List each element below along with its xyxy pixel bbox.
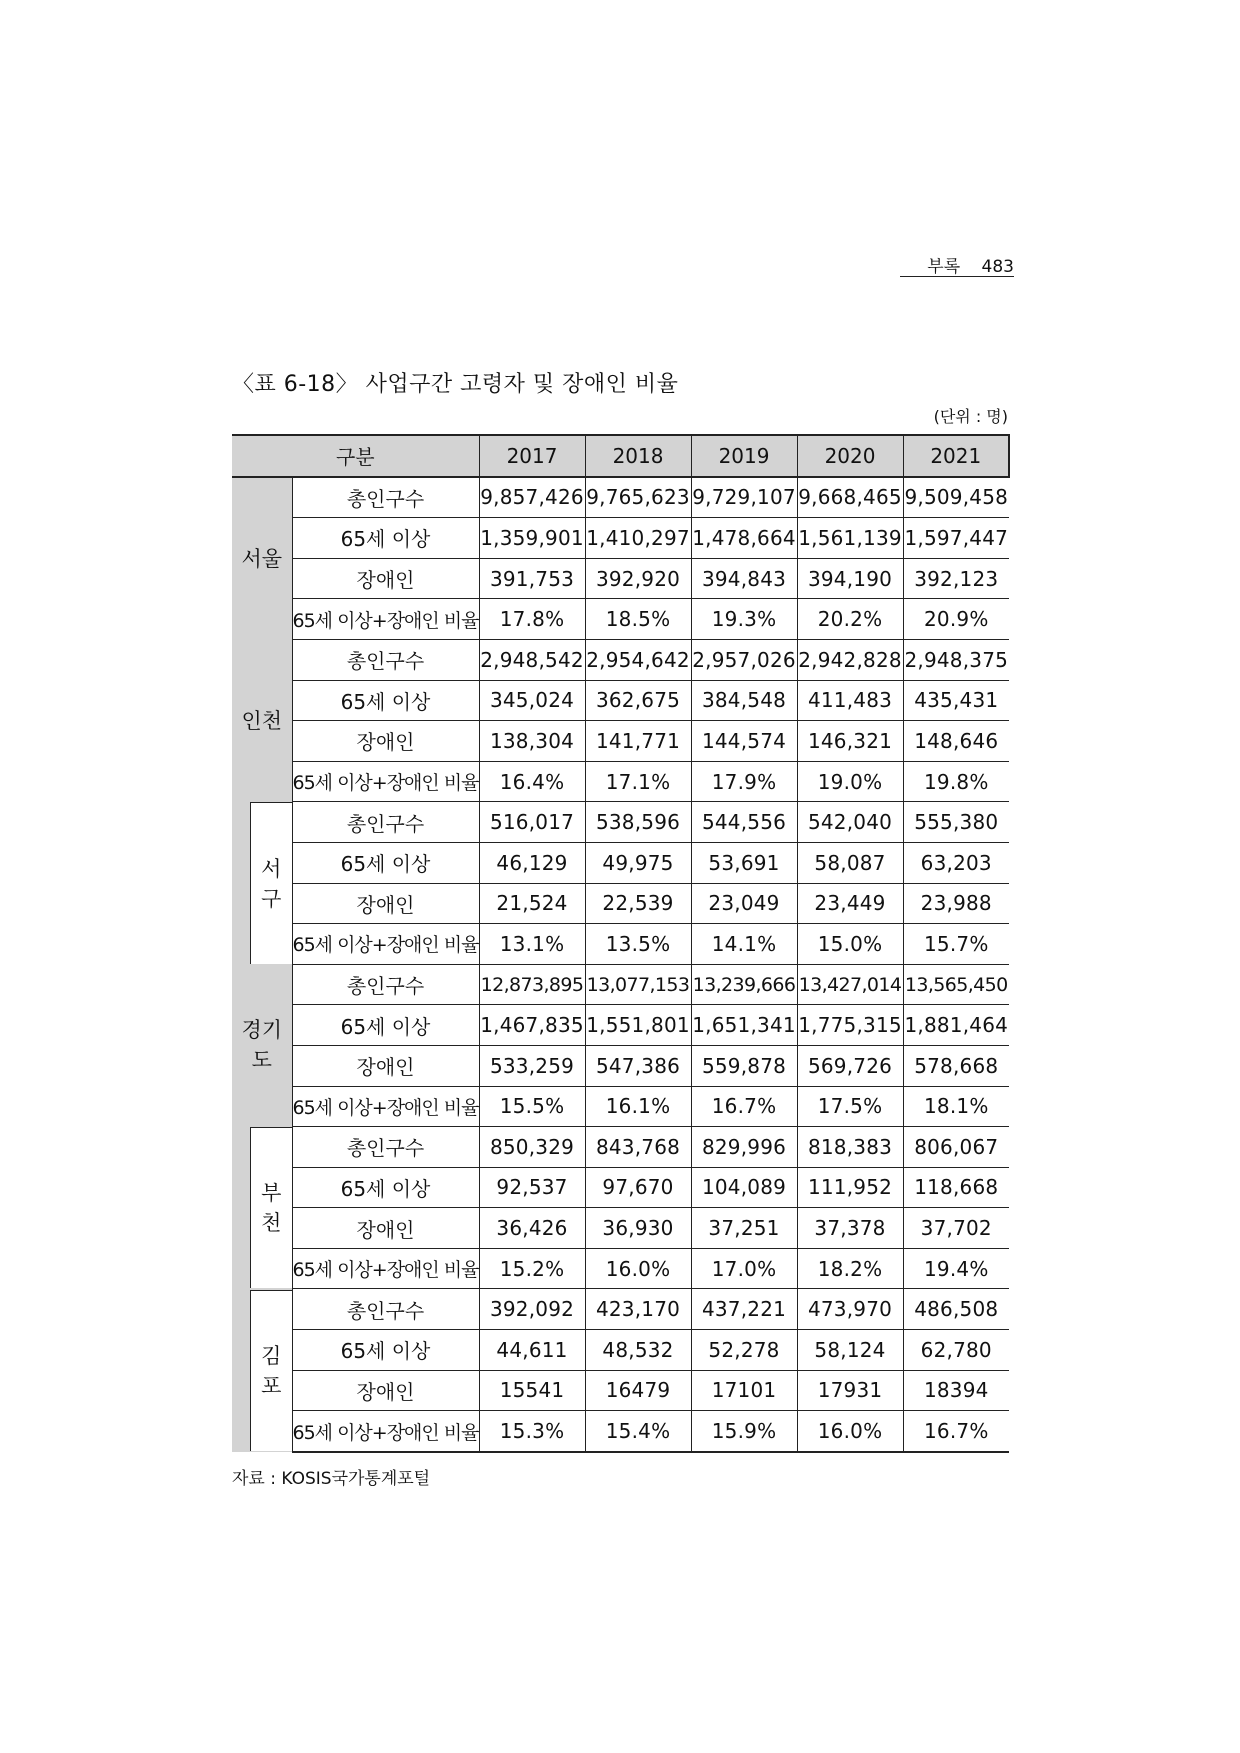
data-cell: 578,668 [903, 1045, 1009, 1086]
data-cell: 437,221 [691, 1289, 797, 1330]
data-cell: 818,383 [797, 1127, 903, 1168]
table-body [232, 477, 1009, 1452]
data-cell: 1,561,139 [797, 518, 903, 559]
data-cell: 49,975 [585, 842, 691, 883]
row-label-over65: 65세 이상 [292, 1167, 479, 1208]
data-cell: 16.1% [585, 1086, 691, 1127]
row-label-disabled: 장애인 [292, 558, 479, 599]
data-cell: 829,996 [691, 1127, 797, 1168]
table-row [232, 1330, 1009, 1371]
data-cell: 15.3% [479, 1411, 585, 1452]
data-cell: 384,548 [691, 680, 797, 721]
data-cell: 146,321 [797, 721, 903, 762]
data-cell: 14.1% [691, 924, 797, 965]
header-year: 2017 [479, 435, 585, 477]
table-row [232, 599, 1009, 640]
data-cell: 37,251 [691, 1208, 797, 1249]
table-row [232, 518, 1009, 559]
data-cell: 559,878 [691, 1045, 797, 1086]
table-row [232, 1167, 1009, 1208]
data-cell: 1,551,801 [585, 1005, 691, 1046]
row-label-disabled: 장애인 [292, 1045, 479, 1086]
data-cell: 17931 [797, 1370, 903, 1411]
row-label-disabled: 장애인 [292, 721, 479, 762]
sub-region-box [250, 1127, 292, 1288]
data-cell: 52,278 [691, 1330, 797, 1371]
data-cell: 13,565,450 [903, 964, 1009, 1005]
table-row [232, 924, 1009, 965]
page-number: 483 [981, 257, 1014, 277]
data-cell: 1,410,297 [585, 518, 691, 559]
data-cell: 9,729,107 [691, 477, 797, 518]
table-row [232, 680, 1009, 721]
data-cell: 18394 [903, 1370, 1009, 1411]
row-label-total: 총인구수 [292, 1289, 479, 1330]
data-cell: 533,259 [479, 1045, 585, 1086]
row-label-total: 총인구수 [292, 964, 479, 1005]
region-name-line: 인천 [241, 708, 283, 733]
data-cell: 19.3% [691, 599, 797, 640]
region-label [232, 964, 292, 1126]
data-cell: 394,843 [691, 558, 797, 599]
data-cell: 16.4% [479, 761, 585, 802]
data-cell: 118,668 [903, 1167, 1009, 1208]
row-label-total: 총인구수 [292, 477, 479, 518]
data-cell: 394,190 [797, 558, 903, 599]
data-cell: 411,483 [797, 680, 903, 721]
data-cell: 423,170 [585, 1289, 691, 1330]
data-cell: 21,524 [479, 883, 585, 924]
data-cell: 15.4% [585, 1411, 691, 1452]
data-cell: 15.0% [797, 924, 903, 965]
table-row [232, 1289, 1009, 1330]
data-cell: 2,954,642 [585, 639, 691, 680]
data-cell: 18.1% [903, 1086, 1009, 1127]
data-cell: 17101 [691, 1370, 797, 1411]
table-row [232, 721, 1009, 762]
data-cell: 111,952 [797, 1167, 903, 1208]
unit-label: (단위 : 명) [933, 407, 1008, 426]
data-cell: 9,857,426 [479, 477, 585, 518]
data-cell: 19.8% [903, 761, 1009, 802]
data-cell: 46,129 [479, 842, 585, 883]
data-cell: 141,771 [585, 721, 691, 762]
region-name-line: 서울 [241, 546, 283, 571]
row-label-ratio: 65세 이상+장애인 비율 [292, 1411, 479, 1452]
row-label-total: 총인구수 [292, 639, 479, 680]
sub-region-box [250, 1290, 292, 1451]
data-cell: 92,537 [479, 1167, 585, 1208]
data-cell: 20.9% [903, 599, 1009, 640]
data-cell: 17.9% [691, 761, 797, 802]
data-cell: 392,123 [903, 558, 1009, 599]
data-cell: 362,675 [585, 680, 691, 721]
table-row [232, 1005, 1009, 1046]
header-row [232, 435, 1009, 477]
region-name-line: 구 [261, 886, 282, 911]
data-cell: 9,765,623 [585, 477, 691, 518]
table-row [232, 477, 1009, 518]
data-cell: 148,646 [903, 721, 1009, 762]
data-cell: 144,574 [691, 721, 797, 762]
header-year: 2020 [797, 435, 903, 477]
table-row [232, 842, 1009, 883]
data-cell: 16.0% [797, 1411, 903, 1452]
data-cell: 19.0% [797, 761, 903, 802]
data-cell: 53,691 [691, 842, 797, 883]
data-cell: 17.5% [797, 1086, 903, 1127]
header-year: 2018 [585, 435, 691, 477]
row-label-disabled: 장애인 [292, 1370, 479, 1411]
data-cell: 544,556 [691, 802, 797, 843]
region-name-line: 포 [261, 1373, 282, 1398]
data-cell: 97,670 [585, 1167, 691, 1208]
table-title: 〈표 6-18〉 사업구간 고령자 및 장애인 비율 [232, 372, 679, 397]
row-label-ratio: 65세 이상+장애인 비율 [292, 1086, 479, 1127]
data-cell: 12,873,895 [479, 964, 585, 1005]
data-cell: 843,768 [585, 1127, 691, 1168]
table-row [232, 1411, 1009, 1452]
data-cell: 19.4% [903, 1248, 1009, 1289]
data-cell: 1,881,464 [903, 1005, 1009, 1046]
row-label-total: 총인구수 [292, 802, 479, 843]
table-row [232, 639, 1009, 680]
table-row [232, 1127, 1009, 1168]
region-label [232, 639, 292, 801]
table-row [232, 761, 1009, 802]
data-cell: 16479 [585, 1370, 691, 1411]
data-cell: 16.0% [585, 1248, 691, 1289]
data-cell: 17.1% [585, 761, 691, 802]
data-cell: 17.8% [479, 599, 585, 640]
data-cell: 18.2% [797, 1248, 903, 1289]
data-cell: 36,426 [479, 1208, 585, 1249]
row-label-over65: 65세 이상 [292, 1005, 479, 1046]
data-cell: 1,597,447 [903, 518, 1009, 559]
data-cell: 1,478,664 [691, 518, 797, 559]
data-cell: 538,596 [585, 802, 691, 843]
region-label [232, 477, 292, 640]
data-cell: 138,304 [479, 721, 585, 762]
table-row [232, 1086, 1009, 1127]
data-cell: 18.5% [585, 599, 691, 640]
data-cell: 15541 [479, 1370, 585, 1411]
data-cell: 486,508 [903, 1289, 1009, 1330]
row-label-over65: 65세 이상 [292, 1330, 479, 1371]
data-cell: 48,532 [585, 1330, 691, 1371]
data-cell: 547,386 [585, 1045, 691, 1086]
data-cell: 62,780 [903, 1330, 1009, 1371]
data-cell: 58,124 [797, 1330, 903, 1371]
data-cell: 1,775,315 [797, 1005, 903, 1046]
header-category: 구분 [232, 435, 479, 477]
data-cell: 15.9% [691, 1411, 797, 1452]
data-cell: 20.2% [797, 599, 903, 640]
data-cell: 392,920 [585, 558, 691, 599]
row-label-over65: 65세 이상 [292, 842, 479, 883]
data-cell: 23,049 [691, 883, 797, 924]
data-cell: 17.0% [691, 1248, 797, 1289]
row-label-ratio: 65세 이상+장애인 비율 [292, 924, 479, 965]
data-cell: 13,427,014 [797, 964, 903, 1005]
data-cell: 1,651,341 [691, 1005, 797, 1046]
sub-region-box [250, 802, 292, 963]
data-cell: 9,509,458 [903, 477, 1009, 518]
page-header [900, 252, 1014, 277]
data-cell: 104,089 [691, 1167, 797, 1208]
data-cell: 16.7% [691, 1086, 797, 1127]
row-label-ratio: 65세 이상+장애인 비율 [292, 599, 479, 640]
data-cell: 36,930 [585, 1208, 691, 1249]
row-label-over65: 65세 이상 [292, 518, 479, 559]
region-label [232, 1289, 292, 1452]
table-row [232, 802, 1009, 843]
region-label [232, 1127, 292, 1289]
data-cell: 569,726 [797, 1045, 903, 1086]
region-name-line: 김 [261, 1343, 282, 1368]
data-cell: 2,948,375 [903, 639, 1009, 680]
data-cell: 58,087 [797, 842, 903, 883]
data-cell: 806,067 [903, 1127, 1009, 1168]
region-name-line: 부 [261, 1181, 282, 1206]
data-cell: 2,957,026 [691, 639, 797, 680]
region-label [232, 802, 292, 964]
data-cell: 37,702 [903, 1208, 1009, 1249]
data-cell: 13.1% [479, 924, 585, 965]
data-cell: 1,359,901 [479, 518, 585, 559]
data-cell: 345,024 [479, 680, 585, 721]
data-cell: 555,380 [903, 802, 1009, 843]
data-cell: 15.5% [479, 1086, 585, 1127]
data-cell: 15.7% [903, 924, 1009, 965]
table-row [232, 1248, 1009, 1289]
header-year: 2021 [903, 435, 1009, 477]
data-cell: 516,017 [479, 802, 585, 843]
data-cell: 473,970 [797, 1289, 903, 1330]
source-note: 자료 : KOSIS국가통계포털 [232, 1469, 431, 1489]
data-cell: 22,539 [585, 883, 691, 924]
data-cell: 16.7% [903, 1411, 1009, 1452]
data-cell: 2,948,542 [479, 639, 585, 680]
data-cell: 9,668,465 [797, 477, 903, 518]
data-cell: 13,239,666 [691, 964, 797, 1005]
table-row [232, 1208, 1009, 1249]
row-label-total: 총인구수 [292, 1127, 479, 1168]
row-label-ratio: 65세 이상+장애인 비율 [292, 1248, 479, 1289]
table-row [232, 558, 1009, 599]
statistics-table [232, 434, 1010, 1453]
data-cell: 15.2% [479, 1248, 585, 1289]
data-cell: 23,449 [797, 883, 903, 924]
data-cell: 13.5% [585, 924, 691, 965]
region-name-line: 서 [261, 856, 282, 881]
data-cell: 435,431 [903, 680, 1009, 721]
row-label-disabled: 장애인 [292, 1208, 479, 1249]
data-cell: 63,203 [903, 842, 1009, 883]
table-row [232, 964, 1009, 1005]
data-cell: 391,753 [479, 558, 585, 599]
table-row [232, 883, 1009, 924]
data-cell: 23,988 [903, 883, 1009, 924]
region-name-line: 천 [261, 1211, 282, 1236]
row-label-ratio: 65세 이상+장애인 비율 [292, 761, 479, 802]
data-cell: 37,378 [797, 1208, 903, 1249]
data-cell: 850,329 [479, 1127, 585, 1168]
data-cell: 44,611 [479, 1330, 585, 1371]
data-cell: 2,942,828 [797, 639, 903, 680]
row-label-disabled: 장애인 [292, 883, 479, 924]
region-name-line: 경기 [241, 1018, 283, 1043]
region-name-line: 도 [251, 1048, 272, 1073]
data-cell: 13,077,153 [585, 964, 691, 1005]
data-cell: 392,092 [479, 1289, 585, 1330]
row-label-over65: 65세 이상 [292, 680, 479, 721]
table-row [232, 1370, 1009, 1411]
section-label: 부록 [927, 257, 961, 277]
table-row [232, 1045, 1009, 1086]
data-cell: 542,040 [797, 802, 903, 843]
data-cell: 1,467,835 [479, 1005, 585, 1046]
header-year: 2019 [691, 435, 797, 477]
